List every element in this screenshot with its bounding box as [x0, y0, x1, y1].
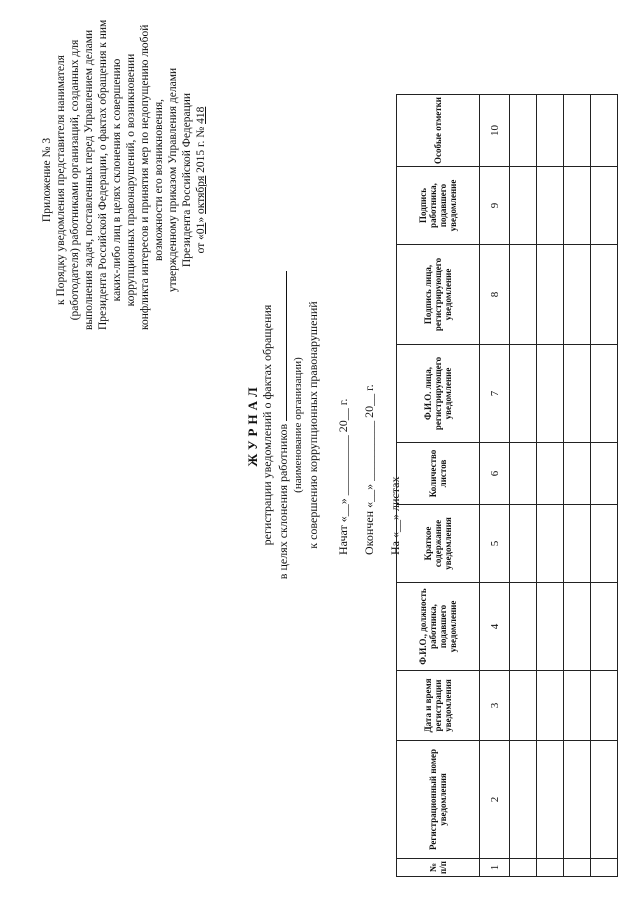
- col-number: 2: [480, 741, 510, 859]
- title-line-3: к совершению коррупционных правонарушений: [306, 301, 320, 549]
- appendix-date-line: [194, 30, 208, 330]
- table-cell: [564, 583, 591, 671]
- date-month: октября: [195, 175, 207, 214]
- sheet-count: На «__» листах: [388, 476, 402, 555]
- table-cell: [510, 443, 537, 505]
- table-cell: [510, 583, 537, 671]
- appendix-line: Приложение № 3: [41, 137, 53, 223]
- table-cell: [591, 443, 618, 505]
- table-cell: [564, 671, 591, 741]
- col-header: Подпись работника, подавшего уведомление: [397, 167, 480, 245]
- appendix-line: к Порядку уведомления представителя нанимателя: [55, 55, 67, 305]
- table-cell: [591, 245, 618, 345]
- table-cell: [564, 345, 591, 443]
- table-cell: [591, 741, 618, 859]
- appendix-line: возможности его возникновения,: [153, 98, 165, 262]
- order-number: 418: [195, 106, 207, 124]
- appendix-line: конфликта интересов и принятия мер по недопущению любой: [139, 24, 151, 330]
- table-cell: [510, 859, 537, 877]
- table-cell: [591, 167, 618, 245]
- appendix-line: Президента Российской Федерации: [181, 92, 193, 268]
- table-cell: [591, 505, 618, 583]
- table-cell: [564, 245, 591, 345]
- appendix-line: (работодателя) работниками организаций, созданных для: [69, 39, 81, 321]
- table-cell: [591, 95, 618, 167]
- col-number: 8: [480, 245, 510, 345]
- table-cell: [591, 671, 618, 741]
- table-cell: [564, 505, 591, 583]
- table-cell: [537, 167, 564, 245]
- column-number-row: [480, 95, 510, 877]
- appendix-line: Президента Российской Федерации, о фактах обращения к ним: [97, 19, 109, 330]
- date-day: 01: [195, 222, 207, 235]
- table-cell: [537, 345, 564, 443]
- appendix-line: каких-либо лиц в целях склонения к совершению: [111, 58, 123, 302]
- col-number: 6: [480, 443, 510, 505]
- date-finished: Окончен «__» __________ 20__ г.: [362, 384, 376, 555]
- table-cell: [564, 95, 591, 167]
- table-row: [591, 95, 618, 877]
- table-cell: [537, 245, 564, 345]
- col-header: Ф.И.О. лица, регистрирующего уведомление: [397, 345, 480, 443]
- col-number: 1: [480, 859, 510, 877]
- table-cell: [510, 167, 537, 245]
- table-cell: [564, 859, 591, 877]
- date-prefix: от «: [195, 234, 207, 254]
- table-row: [510, 95, 537, 877]
- appendix-line: утвержденному приказом Управления делами: [167, 67, 179, 293]
- col-header: Краткое содержание уведомления: [397, 505, 480, 583]
- table-cell: [591, 345, 618, 443]
- appendix-line: коррупционных правонарушений, о возникновении: [125, 53, 137, 307]
- title-line-1: регистрации уведомлений о фактах обращения: [260, 304, 274, 546]
- appendix-line: выполнения задач, поставленных перед Управлением делами: [83, 29, 95, 330]
- table-cell: [510, 245, 537, 345]
- table-cell: [591, 583, 618, 671]
- col-header: Дата и время регистрации уведомления: [397, 671, 480, 741]
- table-cell: [564, 741, 591, 859]
- col-header: Ф.И.О., должность работника, подавшего уведомление: [397, 583, 480, 671]
- col-number: 3: [480, 671, 510, 741]
- table-row: [564, 95, 591, 877]
- col-number: 5: [480, 505, 510, 583]
- table-cell: [537, 505, 564, 583]
- col-number: 9: [480, 167, 510, 245]
- table-cell: [510, 95, 537, 167]
- col-header: Особые отметки: [397, 95, 480, 167]
- col-header: № п/п: [397, 859, 480, 877]
- journal-heading: ЖУРНАЛ: [245, 383, 260, 467]
- table-cell: [510, 671, 537, 741]
- title-line-2: [275, 215, 291, 635]
- table-cell: [537, 95, 564, 167]
- table-row: [537, 95, 564, 877]
- col-header: Подпись лица, регистрирующего уведомление: [397, 245, 480, 345]
- table-cell: [537, 443, 564, 505]
- organization-blank: [275, 271, 287, 421]
- table-cell: [537, 671, 564, 741]
- table-cell: [537, 859, 564, 877]
- organization-note: (наименование организации): [292, 357, 304, 493]
- table-cell: [537, 741, 564, 859]
- col-number: 4: [480, 583, 510, 671]
- date-started: Начат «__» __________ 20__ г.: [336, 398, 350, 555]
- journal-title-block: [245, 215, 321, 635]
- title-line-2-prefix: в целях склонения работников: [276, 423, 290, 580]
- table-cell: [564, 443, 591, 505]
- col-header: Количество листов: [397, 443, 480, 505]
- col-number: 7: [480, 345, 510, 443]
- col-number: 10: [480, 95, 510, 167]
- appendix-header: [40, 19, 208, 330]
- table-cell: [537, 583, 564, 671]
- table-cell: [510, 741, 537, 859]
- table-cell: [510, 505, 537, 583]
- table-cell: [510, 345, 537, 443]
- date-year-no: 2015 г. №: [195, 123, 207, 176]
- table-header-row: [397, 95, 480, 877]
- journal-table: [396, 94, 618, 877]
- table-cell: [564, 167, 591, 245]
- table-cell: [591, 859, 618, 877]
- date-mid: »: [195, 213, 207, 223]
- col-header: Регистрационный номер уведомления: [397, 741, 480, 859]
